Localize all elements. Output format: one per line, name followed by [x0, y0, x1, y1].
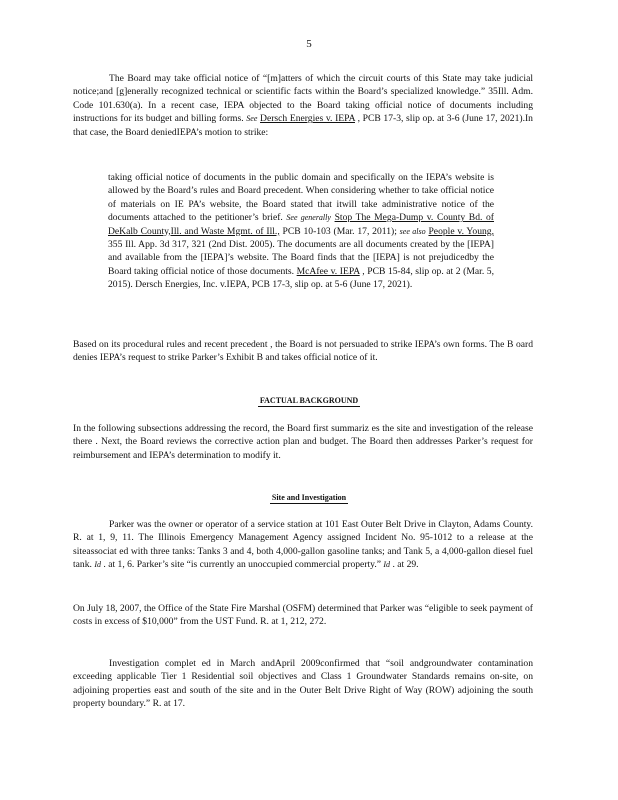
signal-see: See [246, 114, 258, 124]
paragraph-official-notice [73, 72, 533, 139]
text: taking official notice of documents in the public domain and specifically on the IEPA’s website is allowed by the Board’s rules and Board precedent. When considering whether to take official notice of materials on IE PA’s website, the Board stated that itwill take administrative notice of the documents attached to the petitioner’s brief. [108, 172, 494, 224]
text: , PCB 17-3, slip op. at 3-6 (June 17, 2021).In that case, the Board deniedIEPA’s motion to strike: [73, 113, 533, 138]
signal-id: Id [94, 560, 101, 570]
signal-see-also: see also [399, 226, 426, 236]
text: 355 Ill. App. 3d 317, 321 (2nd Dist. 2005). The documents are all documents created by the [IEPA] and available from the [IEPA]’s website. The Board finds that the [IEPA] is not prejudicedby the Board taking official notice of those documents. [108, 239, 494, 277]
heading-text: Site and Investigation [271, 493, 347, 502]
signal-id: Id [383, 560, 391, 570]
text: . at 1, 6. Parker’s site “is currently an unoccupied commercial property.” [101, 559, 384, 571]
text: Parker was the owner or operator of a service station at 101 East Outer Belt Drive in Clayton, Adams County. R. at 1, 9, 11. The Illinois Emergency Management Agency assigned Incident No. 95-1012 to a release at the siteassociat ed with three tanks: Tanks 3 and 4, both 4,000-gallon gasoline tanks; and Tank 5, a 4,000-gallon diesel fuel tank. [73, 519, 533, 571]
text: . at 29. [390, 559, 419, 571]
case-citation: Dersch Energies v. IEPA [260, 113, 355, 125]
text: PCB 10-103 (Mar. 17, 2011); [279, 225, 400, 237]
paragraph-eligibility: On July 18, 2007, the Office of the State Fire Marshal (OSFM) determined that Parker was “eligible to seek payment of costs in excess of $10,000” from the UST Fund. R. at 1, 212, 272. [73, 603, 533, 628]
case-citation: People v. Young, [428, 225, 494, 237]
paragraph-overview: In the following subsections addressing the record, the Board first summariz es the site and investigation of the release there . Next, the Board reviews the corrective action plan and budget. The Board then addresses Parker’s request for reimbursement and IEPA’s determination to modify it. [73, 423, 533, 461]
case-citation: McAfee v. IEPA [296, 265, 360, 277]
paragraph-ruling: Based on its procedural rules and recent precedent , the Board is not persuaded to strike IEPA’s own forms. The B oard denies IEPA’s request to strike Parker’s Exhibit B and takes official notice of it. [73, 339, 533, 364]
paragraph-site [73, 518, 533, 572]
case-citation: Stop The Mega-Dump v. County Bd. of DeKalb County,Ill. and Waste Mgmt. of Ill., [108, 212, 495, 237]
text: The Board may take official notice of “[m]atters of which the circuit courts of this State may take judicial notice;and [g]enerally recognized technical or scientific facts within the Board’s specialized knowledge.” 35Ill. Adm. Code 101.630(a). In a recent case, IEPA objected to the Board taking official notice of documents including instructions for its budget and billing forms. [73, 73, 533, 125]
signal-see-generally: See generally [286, 213, 331, 223]
page-number: 5 [306, 38, 312, 50]
section-heading [0, 396, 618, 407]
heading-text: FACTUAL BACKGROUND [259, 396, 359, 405]
paragraph-investigation: Investigation complet ed in March andApril 2009confirmed that “soil andgroundwater contamination exceeding applicable Tier 1 Residential soil objectives and Class 1 Groundwater Standards remains on-site, on adjoining properties east and south of the site and in the Outer Belt Drive Right of Way (ROW) adjoining the south property boundary.” R. at 17. [73, 658, 533, 710]
subsection-heading [0, 493, 618, 504]
text: , PCB 15-84, slip op. at 2 (Mar. 5, 2015). Dersch Energies, Inc. v.IEPA, PCB 17-3, slip op. at 5-6 (June 17, 2021). [108, 265, 494, 291]
block-quote [108, 171, 494, 292]
